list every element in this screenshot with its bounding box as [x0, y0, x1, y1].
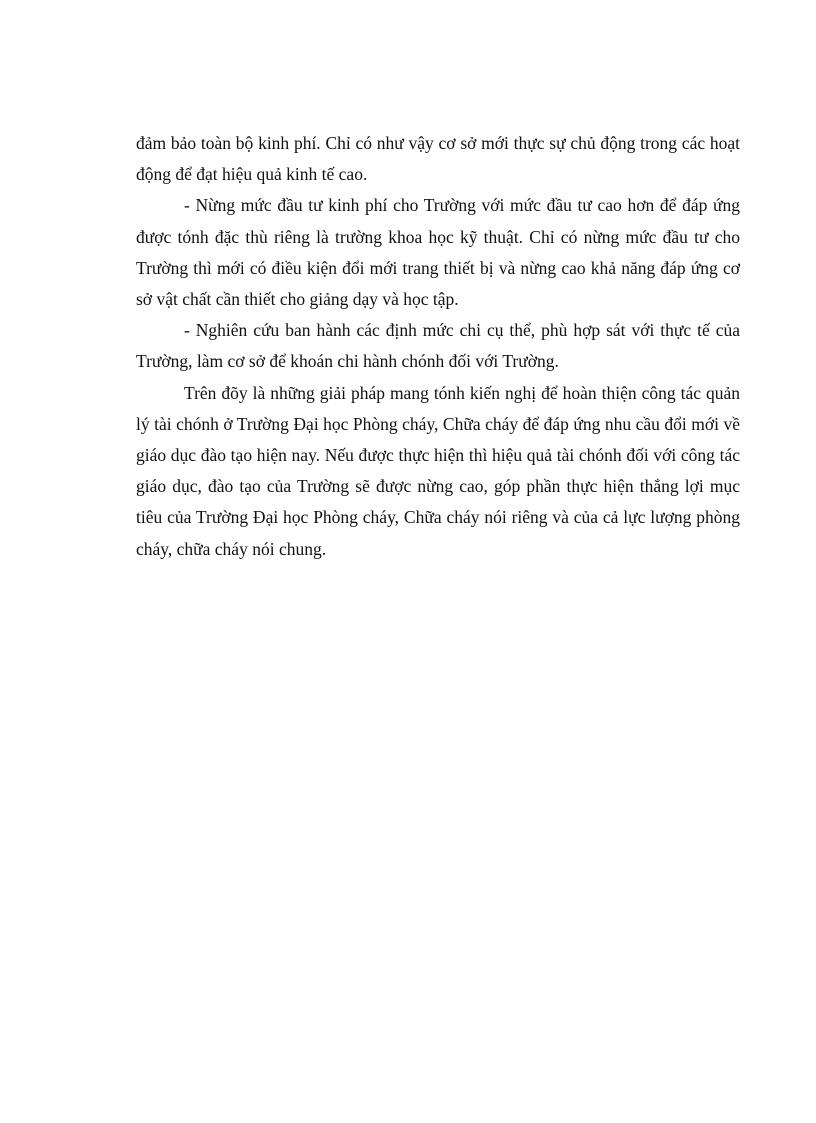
- body-text: [136, 128, 740, 565]
- paragraph-recommendation-norms: - Nghiên cứu ban hành các định mức chi cụ thể, phù hợp sát với thực tế của Trường, làm cơ sở để khoán chi hành chónh đối với Trường.: [136, 320, 740, 372]
- paragraph-continuation: đảm bảo toàn bộ kinh phí. Chỉ có như vậy cơ sở mới thực sự chủ động trong các hoạt động để đạt hiệu quả kinh tế cao.: [136, 133, 740, 185]
- paragraph-recommendation-funding: - Nừng mức đầu tư kinh phí cho Trường với mức đầu tư cao hơn để đáp ứng được tónh đặc thù riêng là trường khoa học kỹ thuật. Chỉ có nừng mức đầu tư cho Trường thì mới có điều kiện đổi mới trang thiết bị và nừng cao khả năng đáp ứng cơ sở vật chất cần thiết cho giảng dạy và học tập.: [136, 195, 740, 310]
- paragraph-conclusion: Trên đõy là những giải pháp mang tónh kiến nghị để hoàn thiện công tác quản lý tài chónh ở Trường Đại học Phòng cháy, Chữa cháy để đáp ứng nhu cầu đổi mới về giáo dục đào tạo hiện nay. Nếu được thực hiện thì hiệu quả tài chónh đối với công tác giáo dục, đào tạo của Trường sẽ được nừng cao, góp phần thực hiện thắng lợi mục tiêu của Trường Đại học Phòng cháy, Chữa cháy nói riêng và của cả lực lượng phòng cháy, chữa cháy nói chung.: [136, 382, 740, 559]
